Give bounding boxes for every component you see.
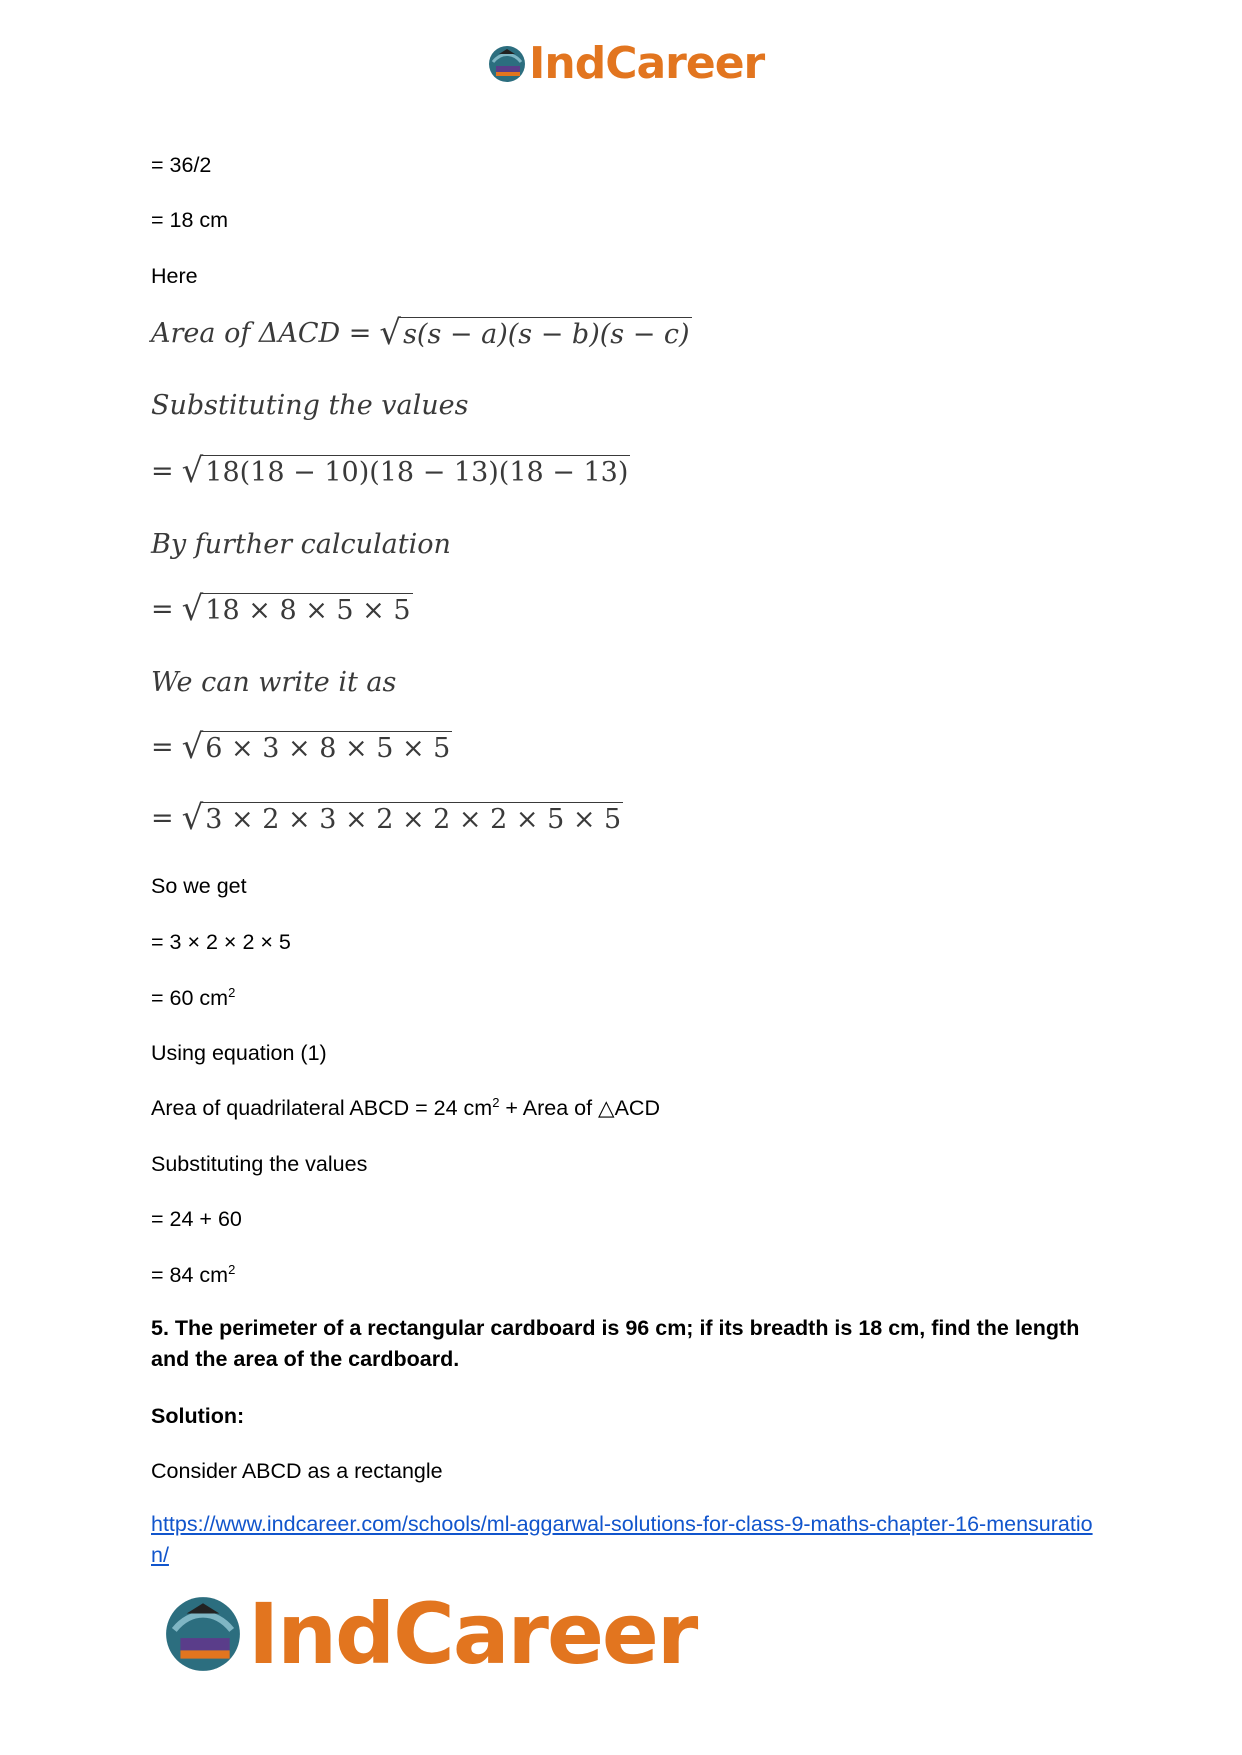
equals-sign: = (151, 802, 174, 834)
math-substituting-values (151, 390, 469, 421)
header-logo (487, 38, 764, 89)
step-product: = 3 × 2 × 2 × 5 (151, 930, 291, 954)
radicand: 18 × 8 × 5 × 5 (202, 593, 412, 626)
step-84-cm2 (151, 1262, 235, 1288)
footer-logo (162, 1585, 696, 1683)
step-36-over-2: = 36/2 (151, 153, 212, 177)
radical-sign-icon: √ (181, 589, 204, 629)
triangle-icon: △ (598, 1096, 615, 1121)
sqrt-expression (181, 798, 624, 838)
value-text: = 84 cm (151, 1263, 229, 1287)
math-product-3 (151, 798, 623, 838)
heron-lhs: Area of ΔACD = (151, 317, 372, 349)
sqrt-expression (379, 313, 691, 353)
so-we-get: So we get (151, 874, 247, 898)
source-link[interactable]: https://www.indcareer.com/schools/ml-aggarwal-solutions-for-class-9-maths-chapter-16-mensuration/ (151, 1512, 1093, 1567)
brand-name: IndCareer (529, 38, 765, 89)
equals-sign: = (151, 731, 174, 763)
radicand: 18(18 − 10)(18 − 13)(18 − 13) (202, 455, 630, 488)
radical-sign-icon: √ (181, 451, 204, 491)
step-18-cm: = 18 cm (151, 208, 229, 232)
solution-label: Solution: (151, 1404, 245, 1428)
text-part: ACD (614, 1096, 660, 1120)
here-text: Here (151, 264, 198, 288)
indcareer-globe-icon (487, 44, 527, 84)
substituting-values: Substituting the values (151, 1152, 368, 1176)
step-24-plus-60: = 24 + 60 (151, 1207, 242, 1231)
consider-rectangle: Consider ABCD as a rectangle (151, 1459, 443, 1483)
sqrt-expression (181, 451, 631, 491)
using-equation-1: Using equation (1) (151, 1041, 327, 1065)
area-quadrilateral (151, 1095, 660, 1122)
math-label: We can write it as (151, 667, 397, 698)
sqrt-expression (181, 727, 453, 767)
math-label: By further calculation (151, 529, 451, 560)
math-product-1 (151, 589, 413, 629)
math-product-2 (151, 727, 452, 767)
radical-sign-icon: √ (379, 313, 402, 353)
math-write-as (151, 667, 396, 698)
radical-sign-icon: √ (181, 798, 204, 838)
radicand: 6 × 3 × 8 × 5 × 5 (202, 731, 452, 764)
brand-name: IndCareer (248, 1585, 697, 1683)
math-label: Substituting the values (151, 390, 469, 421)
radical-sign-icon: √ (181, 727, 204, 767)
step-60-cm2 (151, 985, 235, 1011)
value-text: = 60 cm (151, 986, 229, 1010)
text-part: + Area of (499, 1096, 599, 1120)
question-5: 5. The perimeter of a rectangular cardboard is 96 cm; if its breadth is 18 cm, find the length and the area of the cardboard. (151, 1316, 1080, 1371)
radicand: 3 × 2 × 3 × 2 × 2 × 2 × 5 × 5 (202, 802, 623, 835)
superscript: 2 (492, 1094, 500, 1110)
superscript: 2 (228, 1261, 236, 1277)
sqrt-expression (181, 589, 413, 629)
equals-sign: = (151, 593, 174, 625)
indcareer-globe-icon (162, 1593, 244, 1675)
math-further-calculation (151, 529, 451, 560)
superscript: 2 (228, 984, 236, 1000)
text-part: Area of quadrilateral ABCD = 24 cm (151, 1096, 493, 1120)
radicand: s(s − a)(s − b)(s − c) (400, 317, 692, 350)
math-substitution (151, 451, 630, 491)
heron-formula (151, 313, 692, 353)
equals-sign: = (151, 455, 174, 487)
